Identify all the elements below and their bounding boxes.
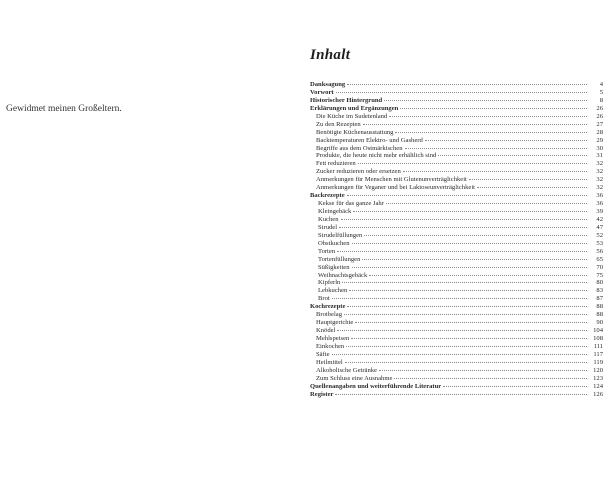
dot-leader (347, 79, 587, 85)
toc-entry-page-number: 120 (593, 366, 603, 374)
toc-entry-page-number: 80 (596, 279, 603, 287)
dot-leader (443, 381, 587, 387)
toc-entry-page-number: 27 (596, 120, 603, 128)
toc-entry-label: Backtemperaturen Elektro- und Gasherd (316, 136, 423, 144)
toc-entry-label: Knödel (316, 327, 336, 335)
toc-entry-page-number: 88 (596, 303, 603, 311)
toc-entry-page-number: 29 (596, 136, 603, 144)
toc-entry-page-number: 87 (596, 295, 603, 303)
toc-entry-page-number: 32 (596, 184, 603, 192)
dot-leader (369, 270, 587, 276)
dot-leader (347, 301, 587, 307)
toc-entry-label: Strudelfüllungen (318, 231, 363, 239)
dot-leader (332, 349, 587, 355)
dot-leader (379, 365, 587, 371)
toc-entry-page-number: 39 (596, 208, 603, 215)
toc-entry-label: Fett reduzieren (316, 160, 356, 168)
dot-leader (351, 333, 587, 339)
toc-entry-page-number: 42 (596, 215, 603, 223)
dot-leader (339, 222, 587, 228)
dot-leader (352, 238, 588, 244)
toc-entry-label: Die Küche im Sudetenland (316, 112, 388, 120)
toc-entry-page-number: 4 (599, 81, 603, 88)
toc-entry-label: Hauptgerichte (316, 319, 354, 327)
dot-leader (346, 341, 587, 347)
dot-leader (335, 389, 587, 395)
toc-entry-label: Weihnachtsgebäck (318, 271, 368, 279)
toc-entry-page-number: 104 (593, 327, 603, 335)
toc-entry-label: Danksagung (310, 81, 346, 88)
toc-entry-label: Kekse für das ganze Jahr (318, 200, 384, 208)
table-of-contents (310, 80, 603, 398)
toc-title: Inhalt (310, 47, 351, 63)
toc-entry-label: Produkte, die heute nicht mehr erhältlich sind (316, 152, 437, 160)
dot-leader (400, 103, 587, 109)
toc-entry-label: Säfte (316, 350, 330, 358)
toc-entry-label: Register (310, 390, 334, 398)
dot-leader (384, 95, 587, 101)
dot-leader (405, 143, 588, 149)
toc-entry-label: Brot (318, 295, 330, 303)
toc-entry-page-number: 52 (596, 231, 603, 239)
toc-entry-label: Kleingebäck (318, 208, 352, 215)
dot-leader (389, 111, 587, 117)
toc-entry-page-number: 65 (596, 255, 603, 263)
toc-entry-label: Anmerkungen für Veganer und bei Laktoseunverträglichkeit (316, 184, 475, 192)
toc-entry-label: Tortenfüllungen (318, 255, 361, 263)
toc-entry-page-number: 5 (599, 88, 603, 96)
toc-entry-page-number: 90 (596, 319, 603, 327)
toc-entry-page-number: 119 (593, 358, 603, 366)
dot-leader (352, 262, 587, 268)
toc-entry-page-number: 117 (593, 350, 603, 358)
dot-leader (438, 150, 587, 156)
toc-entry-label: Alkoholische Getränke (316, 366, 377, 374)
dedication-text: Gewidmet meinen Großeltern. (6, 104, 122, 114)
dot-leader (394, 373, 587, 379)
toc-entry-label: Quellenangaben und weiterführende Literatur (310, 382, 442, 390)
dot-leader (386, 198, 587, 204)
toc-entry-label: Strudel (318, 223, 338, 231)
toc-entry-page-number: 123 (593, 374, 603, 382)
toc-entry-label: Backrezepte (310, 192, 345, 200)
dot-leader (358, 158, 587, 164)
toc-entry-page-number: 28 (596, 128, 603, 136)
toc-entry-label: Torten (318, 247, 336, 255)
toc-entry-label: Lebkuchen (318, 287, 348, 295)
toc-entry-label: Obstkuchen (318, 239, 350, 247)
toc-entry-page-number: 126 (593, 390, 603, 398)
dot-leader (395, 127, 587, 133)
toc-entry-page-number: 32 (596, 168, 603, 176)
toc-entry-page-number: 56 (596, 247, 603, 255)
toc-entry-page-number: 88 (596, 311, 603, 319)
dot-leader (362, 254, 587, 260)
dot-leader (337, 325, 587, 331)
dot-leader (355, 317, 587, 323)
toc-entry-label: Anmerkungen für Menschen mit Glutenunverträglichkeit (316, 176, 467, 184)
toc-entry-page-number: 32 (596, 176, 603, 184)
toc-entry-label: Kipferln (318, 279, 341, 287)
toc-entry-label: Kuchen (318, 215, 339, 223)
toc-entry-page-number: 26 (596, 104, 603, 112)
dot-leader (349, 285, 587, 291)
toc-entry-label: Einkochen (316, 342, 345, 350)
dot-leader (337, 246, 587, 252)
toc-entry-label: Erklärungen und Ergänzungen (310, 104, 399, 112)
toc-entry-page-number: 75 (596, 271, 603, 279)
toc-entry-label: Zum Schluss eine Ausnahme (316, 374, 393, 382)
toc-entry-label: Begriffe aus dem Ostmärkischen (316, 144, 403, 152)
toc-entry-page-number: 32 (596, 160, 603, 168)
toc-entry-page-number: 31 (596, 152, 603, 160)
dot-leader (336, 87, 587, 93)
toc-entry-label: Historischer Hintergrund (310, 96, 383, 104)
toc-entry-label: Kochrezepte (310, 303, 346, 311)
toc-entry-label: Zu den Rezepten (316, 120, 361, 128)
dot-leader (342, 277, 587, 283)
toc-entry-page-number: 53 (596, 239, 603, 247)
dot-leader (344, 309, 587, 315)
dot-leader (425, 135, 587, 141)
toc-entry-label: Benötigte Küchenausstattung (316, 128, 394, 136)
toc-entry-page-number: 36 (596, 200, 603, 208)
toc-entry-page-number: 8 (599, 96, 603, 104)
toc-entry-page-number: 30 (596, 144, 603, 152)
dot-leader (347, 190, 587, 196)
toc-entry-label: Vorwort (310, 88, 334, 96)
dot-leader (363, 119, 587, 125)
toc-entry-label: Mehlspeisen (316, 335, 350, 342)
dot-leader (341, 214, 587, 220)
toc-entry-page-number: 36 (596, 192, 603, 200)
toc-entry-page-number: 108 (593, 335, 603, 342)
dot-leader (364, 230, 587, 236)
toc-entry-page-number: 47 (596, 223, 603, 231)
dot-leader (403, 166, 587, 172)
toc-entry-page-number: 124 (593, 382, 603, 390)
toc-entry-page-number: 70 (596, 263, 603, 271)
toc-entry-label: Zucker reduzieren oder ersetzen (316, 168, 401, 176)
toc-entry-page-number: 83 (596, 287, 603, 295)
toc-entry-label: Süßigkeiten (318, 263, 350, 271)
dot-leader (345, 357, 587, 363)
dot-leader (353, 206, 587, 212)
toc-entry-label: Heilmittel (316, 358, 343, 366)
toc-entry-page-number: 111 (593, 342, 603, 350)
dot-leader (332, 293, 587, 299)
toc-entry[interactable] (310, 390, 603, 398)
dot-leader (469, 174, 587, 180)
toc-entry-page-number: 26 (596, 112, 603, 120)
toc-entry-label: Brotbelag (316, 311, 343, 319)
dot-leader (477, 182, 587, 188)
